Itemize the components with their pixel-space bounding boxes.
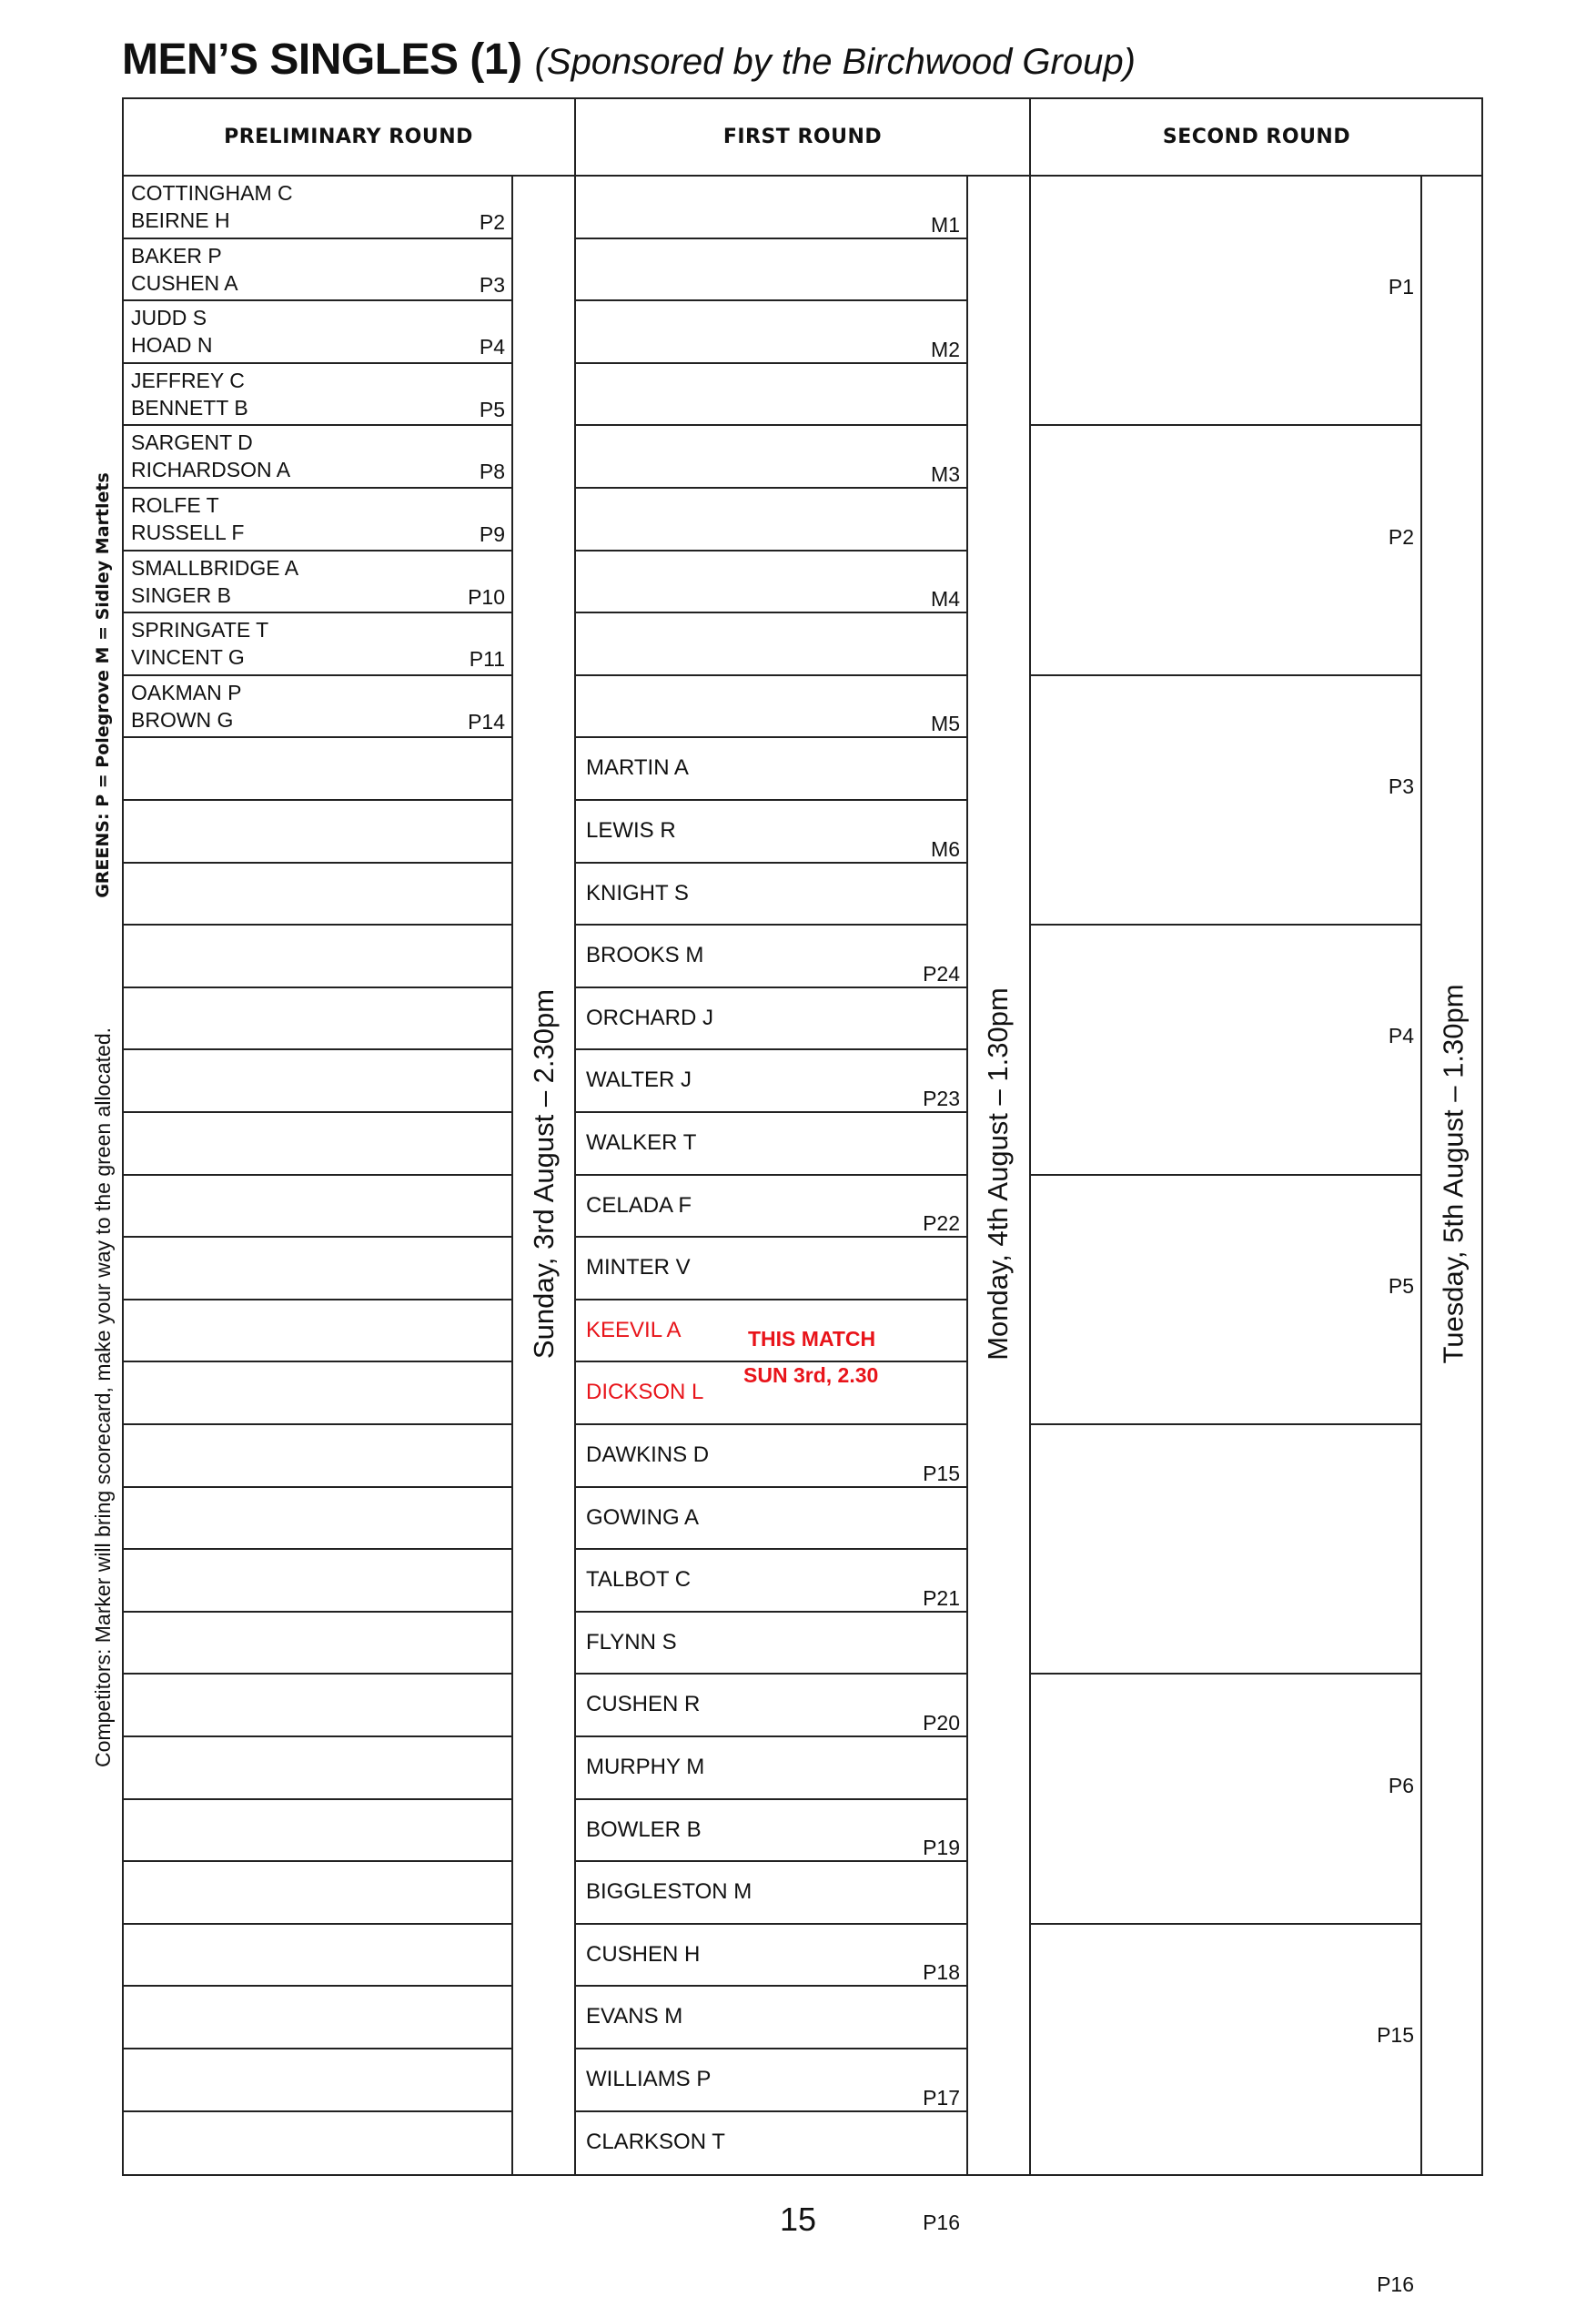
preliminary-players <box>131 242 238 297</box>
preliminary-row-line <box>122 1236 512 1238</box>
first-round-player: GOWING A <box>586 1504 700 1530</box>
second-round-green: P3 <box>1388 774 1414 798</box>
first-round-row-line <box>575 736 967 738</box>
second-round-row-line <box>1030 1923 1421 1925</box>
first-round-row-line <box>575 799 967 801</box>
first-round-green: P19 <box>923 1836 960 1860</box>
green-code: P5 <box>479 397 505 421</box>
greens-legend: GREENS: P = Polegrove M = Sidley Martlets <box>92 472 113 898</box>
preliminary-match <box>122 238 512 301</box>
player-name: SMALLBRIDGE A <box>131 555 299 580</box>
page-title <box>122 35 1136 100</box>
first-round-player: MINTER V <box>586 1255 691 1280</box>
preliminary-row-line <box>122 1299 512 1300</box>
second-round-green: P5 <box>1388 1273 1414 1298</box>
preliminary-row-line <box>122 1548 512 1550</box>
first-round-row-line <box>575 2110 967 2112</box>
second-round-green: P1 <box>1388 275 1414 299</box>
header-second-round: SECOND ROUND <box>1162 125 1351 148</box>
first-round-green: P16 <box>923 2210 960 2234</box>
preliminary-row-line <box>122 799 512 801</box>
player-name: BENNETT B <box>131 395 248 420</box>
green-code: P8 <box>479 460 505 484</box>
preliminary-row-line <box>122 2110 512 2112</box>
preliminary-match <box>122 612 512 675</box>
preliminary-row-line <box>122 1798 512 1800</box>
first-round-player: LEWIS R <box>586 818 676 843</box>
first-round-row-line <box>575 1111 967 1113</box>
player-name: COTTINGHAM C <box>131 181 293 205</box>
first-round-player: WALTER J <box>586 1068 692 1093</box>
first-round-row-line <box>575 1361 967 1362</box>
second-round-green: P16 <box>1377 2272 1414 2297</box>
first-round-green: P18 <box>923 1960 960 1985</box>
player-name: JUDD S <box>131 306 207 330</box>
green-code: P3 <box>479 272 505 297</box>
green-code: P10 <box>468 584 505 609</box>
green-code: P11 <box>469 647 505 672</box>
highlight-note-line1: THIS MATCH <box>748 1327 876 1351</box>
first-round-player: KEEVIL A <box>586 1317 682 1342</box>
first-round-player: CUSHEN R <box>586 1692 701 1717</box>
first-round-player: WILLIAMS P <box>586 2067 712 2091</box>
preliminary-date: Sunday, 3rd August – 2.30pm <box>528 988 561 1360</box>
first-round-green: M6 <box>931 836 960 861</box>
first-round-row-line <box>575 1174 967 1176</box>
first-round-row-line <box>575 1735 967 1737</box>
first-round-green: M1 <box>931 212 960 237</box>
first-round-row-line <box>575 674 967 676</box>
first-round-row-line <box>575 612 967 613</box>
preliminary-row-line <box>122 1486 512 1488</box>
first-round-green: P20 <box>923 1711 960 1735</box>
preliminary-match <box>122 675 512 738</box>
first-round-player: ORCHARD J <box>586 1005 714 1030</box>
first-round-player: TALBOT C <box>586 1567 692 1593</box>
title-main: MEN’S SINGLES (1) <box>122 35 522 84</box>
preliminary-match <box>122 425 512 488</box>
column-divider <box>574 97 576 2176</box>
second-round-green: P6 <box>1388 1773 1414 1797</box>
preliminary-players <box>131 179 293 234</box>
first-round-row-line <box>575 1236 967 1238</box>
first-round-player: CELADA F <box>586 1192 692 1218</box>
preliminary-row-line <box>122 1860 512 1862</box>
preliminary-players <box>131 554 298 609</box>
first-round-player: WALKER T <box>586 1130 697 1155</box>
green-code: P9 <box>479 522 505 546</box>
first-round-row-line <box>575 424 967 426</box>
first-round-green: M4 <box>931 587 960 612</box>
first-round-row-line <box>575 1798 967 1800</box>
first-round-row-line <box>575 1548 967 1550</box>
first-round-player: BIGGLESTON M <box>586 1879 753 1905</box>
first-round-row-line <box>575 1611 967 1613</box>
preliminary-players <box>131 616 268 671</box>
first-round-green: P22 <box>923 1211 960 1236</box>
second-round-green: P4 <box>1388 1024 1414 1048</box>
second-round-row-line <box>1030 1673 1421 1675</box>
preliminary-match <box>122 300 512 363</box>
first-round-player: FLYNN S <box>586 1629 677 1654</box>
first-round-row-line <box>575 299 967 301</box>
preliminary-row-line <box>122 1673 512 1675</box>
first-round-row-line <box>575 238 967 239</box>
player-name: RUSSELL F <box>131 521 245 544</box>
first-round-player: DAWKINS D <box>586 1442 710 1467</box>
first-round-player: CLARKSON T <box>586 2129 725 2154</box>
player-name: CUSHEN A <box>131 270 238 295</box>
header-first-round: FIRST ROUND <box>722 125 883 148</box>
first-round-row-line <box>575 1486 967 1488</box>
first-round-row-line <box>575 1299 967 1300</box>
first-round-player: BROOKS M <box>586 943 704 968</box>
player-name: BROWN G <box>131 707 234 732</box>
player-name: SARGENT D <box>131 430 253 455</box>
preliminary-players <box>131 679 241 734</box>
player-name: SPRINGATE T <box>131 618 269 643</box>
second-round-row-line <box>1030 1174 1421 1176</box>
competitors-instruction: Competitors: Marker will bring scorecard, make your way to the green allocated. <box>90 1027 115 1767</box>
player-name: HOAD N <box>131 333 213 358</box>
preliminary-row-line <box>122 1048 512 1050</box>
second-round-green: P15 <box>1377 2023 1414 2047</box>
first-round-row-line <box>575 1423 967 1425</box>
preliminary-row-line <box>122 1174 512 1176</box>
second-round-row-line <box>1030 424 1421 426</box>
preliminary-row-line <box>122 1985 512 1987</box>
first-round-row-line <box>575 362 967 364</box>
player-name: BAKER P <box>131 243 222 268</box>
first-round-row-line <box>575 1048 967 1050</box>
first-round-green: M2 <box>931 337 960 361</box>
date-strip-divider <box>1420 176 1422 2176</box>
player-name: JEFFREY C <box>131 368 245 392</box>
first-round-green: M3 <box>931 462 960 486</box>
column-divider <box>1029 97 1031 2176</box>
preliminary-row-line <box>122 1111 512 1113</box>
first-round-row-line <box>575 1673 967 1675</box>
player-name: VINCENT G <box>131 645 245 670</box>
first-round-player: MARTIN A <box>586 755 689 781</box>
preliminary-players <box>131 367 248 421</box>
preliminary-row-line <box>122 1923 512 1925</box>
first-round-green: P23 <box>923 1087 960 1110</box>
preliminary-match <box>122 176 512 238</box>
first-round-row-line <box>575 1860 967 1862</box>
first-round-green: P21 <box>923 1585 960 1610</box>
first-round-player: BOWLER B <box>586 1816 702 1842</box>
second-round-row-line <box>1030 674 1421 676</box>
preliminary-match <box>122 551 512 613</box>
page-number: 15 <box>779 2201 817 2238</box>
first-round-player: MURPHY M <box>586 1755 705 1779</box>
preliminary-match <box>122 363 512 426</box>
player-name: SINGER B <box>131 582 231 607</box>
second-round-date: Tuesday, 5th August – 1.30pm <box>1437 984 1470 1364</box>
preliminary-players <box>131 429 290 483</box>
first-round-row-line <box>575 1985 967 1987</box>
header-preliminary-round: PRELIMINARY ROUND <box>224 125 473 148</box>
green-code: P14 <box>468 709 505 734</box>
first-round-player: EVANS M <box>586 2004 683 2029</box>
preliminary-row-line <box>122 987 512 988</box>
preliminary-row-line <box>122 924 512 926</box>
preliminary-match <box>122 488 512 551</box>
highlight-note-line2: SUN 3rd, 2.30 <box>743 1363 879 1387</box>
preliminary-row-line <box>122 1611 512 1613</box>
date-strip-divider <box>966 176 968 2176</box>
second-round-row-line <box>1030 924 1421 926</box>
first-round-row-line <box>575 487 967 489</box>
second-round-green: P2 <box>1388 524 1414 549</box>
first-round-row-line <box>575 1923 967 1925</box>
preliminary-row-line <box>122 1423 512 1425</box>
first-round-row-line <box>575 550 967 551</box>
first-round-row-line <box>575 987 967 988</box>
first-round-green: P15 <box>923 1461 960 1485</box>
player-name: BEIRNE H <box>131 208 230 232</box>
first-round-row-line <box>575 924 967 926</box>
first-round-row-line <box>575 862 967 864</box>
first-round-green: P24 <box>923 961 960 986</box>
first-round-green: P17 <box>923 2085 960 2110</box>
green-code: P2 <box>479 210 505 234</box>
first-round-player: DICKSON L <box>586 1380 704 1405</box>
preliminary-players <box>131 304 212 359</box>
player-name: OAKMAN P <box>131 680 242 704</box>
first-round-date: Monday, 4th August – 1.30pm <box>981 987 1014 1361</box>
green-code: P4 <box>479 335 505 359</box>
second-round-row-line <box>1030 1423 1421 1425</box>
player-name: ROLFE T <box>131 493 219 517</box>
preliminary-players <box>131 491 244 546</box>
preliminary-row-line <box>122 1361 512 1362</box>
first-round-player: KNIGHT S <box>586 880 689 906</box>
first-round-green: M5 <box>931 712 960 736</box>
preliminary-row-line <box>122 862 512 864</box>
preliminary-row-line <box>122 2048 512 2049</box>
player-name: RICHARDSON A <box>131 458 291 482</box>
title-sponsor: (Sponsored by the Birchwood Group) <box>534 42 1136 82</box>
first-round-player: CUSHEN H <box>586 1941 701 1967</box>
first-round-row-line <box>575 2048 967 2049</box>
preliminary-row-line <box>122 1735 512 1737</box>
